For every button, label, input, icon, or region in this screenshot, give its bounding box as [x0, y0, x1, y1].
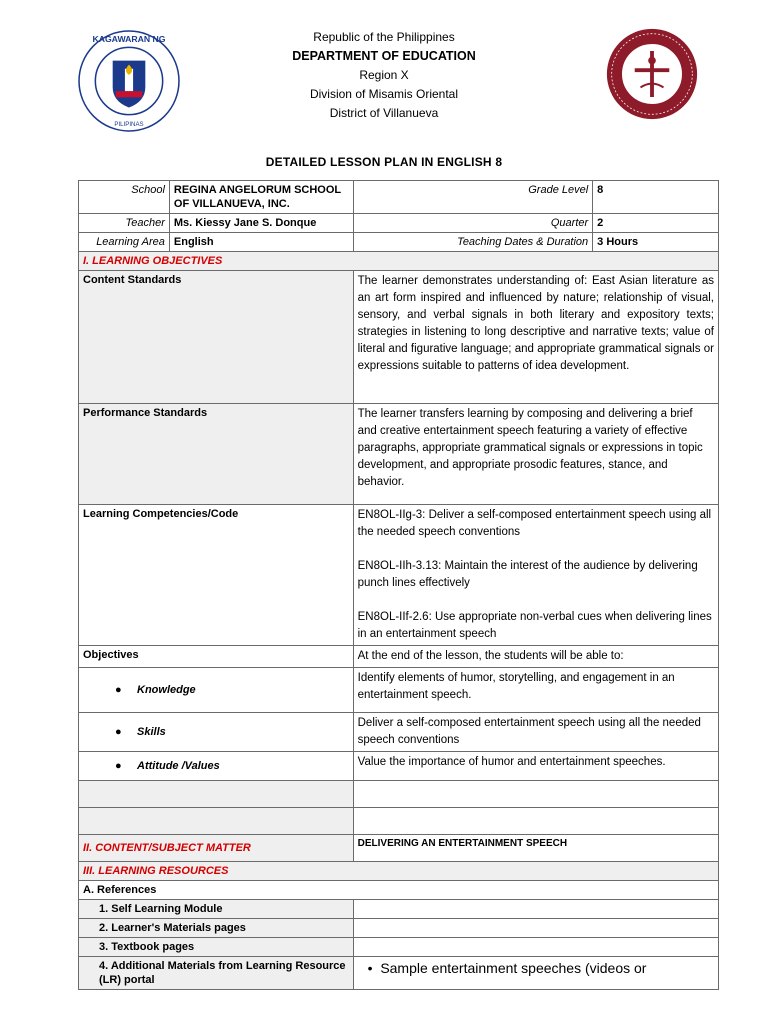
- empty-cell: [353, 781, 718, 808]
- performance-standards-text: The learner transfers learning by composing and delivering a brief and creative entertainment speech featuring a variety of effective paragraphs, appropriate grammatical signals or expressions in topic development, and appropriate prosodic features, stance, and behavior.: [353, 404, 718, 505]
- competency-item: EN8OL-IIh-3.13: Maintain the interest of the audience by delivering punch lines effectively: [357, 560, 698, 589]
- objective-label: Knowledge: [137, 684, 196, 696]
- table-row: [79, 505, 719, 646]
- republic-line: Republic of the Philippines: [313, 30, 455, 44]
- table-row: [79, 938, 719, 957]
- reference-item: 1. Self Learning Module: [79, 900, 354, 919]
- document-title: DETAILED LESSON PLAN IN ENGLISH 8: [265, 155, 503, 169]
- resources-section-heading: III. LEARNING RESOURCES: [79, 862, 719, 881]
- objective-knowledge: ● Knowledge: [79, 668, 354, 713]
- objective-text: Identify elements of humor, storytelling, and engagement in an entertainment speech.: [353, 668, 718, 713]
- district-line: District of Villanueva: [329, 106, 439, 120]
- bullet-icon: •: [367, 960, 381, 976]
- table-row: [79, 900, 719, 919]
- reference-item: 2. Learner's Materials pages: [79, 919, 354, 938]
- table-row: [79, 233, 719, 252]
- empty-cell: [353, 938, 718, 957]
- dates-value: 3 Hours: [593, 233, 719, 252]
- dates-label: Teaching Dates & Duration: [353, 233, 593, 252]
- objectives-section-heading: I. LEARNING OBJECTIVES: [79, 252, 719, 271]
- table-row: [79, 781, 719, 808]
- empty-cell: [79, 808, 354, 835]
- grade-label: Grade Level: [353, 181, 593, 214]
- table-row: [79, 881, 719, 900]
- objective-text: Deliver a self-composed entertainment speech using all the needed speech conventions: [353, 713, 718, 752]
- table-row: [79, 646, 719, 668]
- references-label: A. References: [79, 881, 719, 900]
- empty-cell: [79, 781, 354, 808]
- table-row: [79, 919, 719, 938]
- table-row: [79, 862, 719, 881]
- additional-materials-text: Sample entertainment speeches (videos or: [380, 960, 647, 976]
- department-line: DEPARTMENT OF EDUCATION: [292, 49, 476, 63]
- teacher-label: Teacher: [79, 214, 170, 233]
- area-value: English: [169, 233, 353, 252]
- objective-skills: ● Skills: [79, 713, 354, 752]
- objectives-label: Objectives: [79, 646, 354, 668]
- competencies-list: [353, 505, 718, 646]
- table-row: [79, 668, 719, 713]
- table-row: [79, 252, 719, 271]
- empty-cell: [353, 808, 718, 835]
- table-row: [79, 957, 719, 990]
- empty-cell: [353, 900, 718, 919]
- objective-text: Value the importance of humor and entertainment speeches.: [353, 752, 718, 781]
- competency-item: EN8OL-IIf-2.6: Use appropriate non-verbal cues when delivering lines in an entertainment speech: [357, 611, 712, 640]
- content-standards-text: The learner demonstrates understanding of: East Asian literature as an art form inspired and influenced by nature; relationship of visual, sensory, and verbal signals in both literary and expository texts; strategies in listening to long descriptive and narrative texts; value of literal and figurative language; and appropriate grammatical signals or expressions suitable to patterns of idea development.: [353, 271, 718, 404]
- reference-item: 3. Textbook pages: [79, 938, 354, 957]
- school-value: REGINA ANGELORUM SCHOOL OF VILLANUEVA, INC.: [169, 181, 353, 214]
- table-row: [79, 752, 719, 781]
- area-label: Learning Area: [79, 233, 170, 252]
- teacher-value: Ms. Kiessy Jane S. Donque: [169, 214, 353, 233]
- quarter-label: Quarter: [353, 214, 593, 233]
- empty-cell: [353, 919, 718, 938]
- objective-label: Skills: [137, 726, 166, 738]
- objectives-intro: At the end of the lesson, the students will be able to:: [353, 646, 718, 668]
- performance-standards-label: Performance Standards: [79, 404, 354, 505]
- svg-text:PILIPINAS: PILIPINAS: [114, 120, 144, 128]
- table-row: [79, 404, 719, 505]
- additional-materials-value: [353, 957, 718, 990]
- content-standards-label: Content Standards: [79, 271, 354, 404]
- objective-label: Attitude /Values: [137, 760, 220, 772]
- letterhead: [0, 28, 768, 123]
- school-label: School: [79, 181, 170, 214]
- table-row: [79, 214, 719, 233]
- lesson-plan-table: [78, 180, 719, 990]
- competencies-label: Learning Competencies/Code: [79, 505, 354, 646]
- content-section-heading: II. CONTENT/SUBJECT MATTER: [79, 835, 354, 862]
- content-section-value: DELIVERING AN ENTERTAINMENT SPEECH: [353, 835, 718, 862]
- table-row: [79, 808, 719, 835]
- competency-item: EN8OL-IIg-3: Deliver a self-composed entertainment speech using all the needed speech conventions: [357, 509, 712, 538]
- region-line: Region X: [359, 68, 409, 82]
- grade-value: 8: [593, 181, 719, 214]
- objective-attitude: ● Attitude /Values: [79, 752, 354, 781]
- table-row: [79, 271, 719, 404]
- table-row: [79, 181, 719, 214]
- svg-text:KAGAWARAN NG: KAGAWARAN NG: [92, 34, 166, 45]
- reference-item: 4. Additional Materials from Learning Resource (LR) portal: [79, 957, 354, 990]
- division-line: Division of Misamis Oriental: [309, 87, 459, 101]
- table-row: [79, 713, 719, 752]
- table-row: [79, 835, 719, 862]
- quarter-value: 2: [593, 214, 719, 233]
